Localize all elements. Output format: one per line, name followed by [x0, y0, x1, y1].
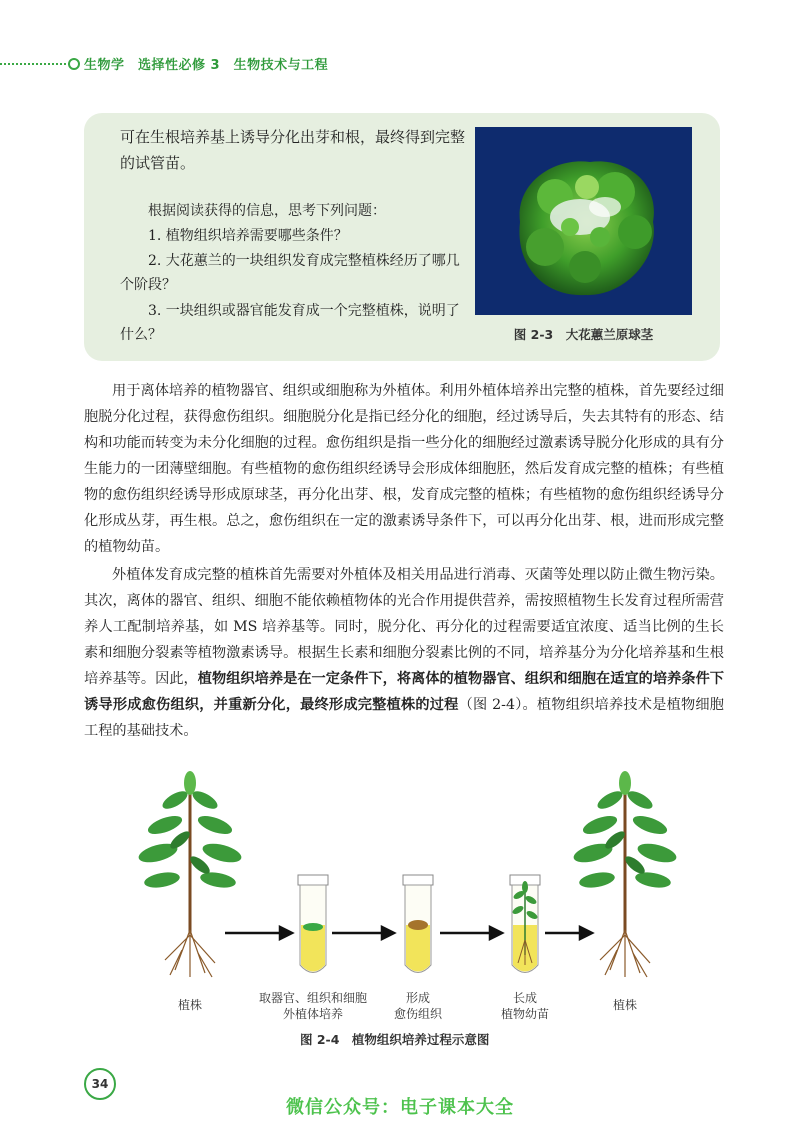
protocorm-illustration [475, 127, 692, 315]
label-plant-right: 植株 [612, 998, 637, 1012]
footer-watermark: 微信公众号：电子课本大全 [286, 1097, 514, 1118]
label-step-2-line-2: 愈伤组织 [393, 1007, 442, 1021]
running-header: 生物学 选择性必修 3 生物技术与工程 [84, 58, 329, 73]
question-1: 1. 植物组织培养需要哪些条件？ [148, 228, 348, 244]
question-3: 3. 一块组织或器官能发育成一个完整植株，说明了什么？ [120, 303, 460, 343]
paragraph-2-start: 外植体发育成完整的植株首先需要对外植体及相关用品进行消毒、灭菌等处理以防止微生物污染。其次，离体的器官、组织、细胞不能依赖植物体的光合作用提供营养，需按照植物生长发育过程所需营养人工配制培养基，如 MS 培养基等。同时，脱分化、再分化的过程需要适宜浓度、适当比例的生长素和细胞分裂素等植物激素诱导。根据生长素和细胞分裂素比例的不同，培养基分为分化培养基和生根培养基等。因此， [84, 567, 724, 687]
header-dotted-line [0, 63, 70, 65]
box-intro-text: 可在生根培养基上诱导分化出芽和根，最终得到完整的试管苗。 [120, 128, 466, 172]
label-step-3-line-2: 植物幼苗 [500, 1007, 549, 1021]
plant-left-icon [137, 771, 244, 977]
tissue-culture-figure [120, 765, 720, 1025]
definition-bold: 植物组织培养是在一定条件下，将离体的植物器官、组织和细胞在适宜的培养条件下诱导形成愈伤组织，并重新分化，最终形成完整植株的过程 [84, 671, 724, 713]
test-tube-1-icon [298, 875, 328, 973]
label-step-1-line-2: 外植体培养 [282, 1007, 343, 1021]
figure-caption: 图 2-4 植物组织培养过程示意图 [300, 1032, 490, 1047]
header-dot-icon [68, 58, 80, 70]
protocorm-photo [475, 127, 692, 315]
label-step-1-line-1: 取器官、组织和细胞 [258, 991, 367, 1005]
plant-right-icon [572, 771, 679, 977]
test-tube-2-icon [403, 875, 433, 973]
question-2: 2. 大花蕙兰的一块组织发育成完整植株经历了哪几个阶段？ [120, 253, 460, 293]
box-prompt-text: 根据阅读获得的信息，思考下列问题： [148, 203, 386, 219]
tissue-culture-diagram [120, 765, 720, 1025]
paragraph-1: 用于离体培养的植物器官、组织或细胞称为外植体。利用外植体培养出完整的植株，首先要经过细胞脱分化过程，获得愈伤组织。细胞脱分化是指已经分化的细胞，经过诱导后，失去其特有的形态、结构和功能而转变为未分化细胞的过程。愈伤组织是指一些分化的细胞经过激素诱导脱分化形成的具有分生能力的一团薄壁细胞。有些植物的愈伤组织经诱导会形成体细胞胚，然后发育成完整的植株；有些植物的愈伤组织经诱导形成原球茎，再分化出芽、根，发育成完整的植株；有些植物的愈伤组织经诱导分化形成丛芽，再生根。总之，愈伤组织在一定的激素诱导条件下，可以再分化出芽、根，进而形成完整的植物幼苗。 [84, 383, 724, 555]
test-tube-3-icon [510, 875, 540, 973]
label-step-2-line-1: 形成 [405, 991, 430, 1005]
label-step-1 [253, 990, 373, 1022]
label-step-3-line-1: 长成 [512, 991, 537, 1005]
page-number: 34 [84, 1068, 116, 1100]
label-step-2 [383, 990, 453, 1022]
paragraph-2-end: （图 2-4）。植物组织培养技术是植物细胞工程的基础技术。 [84, 697, 724, 739]
label-plant-left: 植株 [177, 998, 202, 1012]
photo-caption: 图 2-3 大花蕙兰原球茎 [513, 327, 654, 342]
label-step-3 [490, 990, 560, 1022]
paragraph-2 [84, 562, 724, 744]
